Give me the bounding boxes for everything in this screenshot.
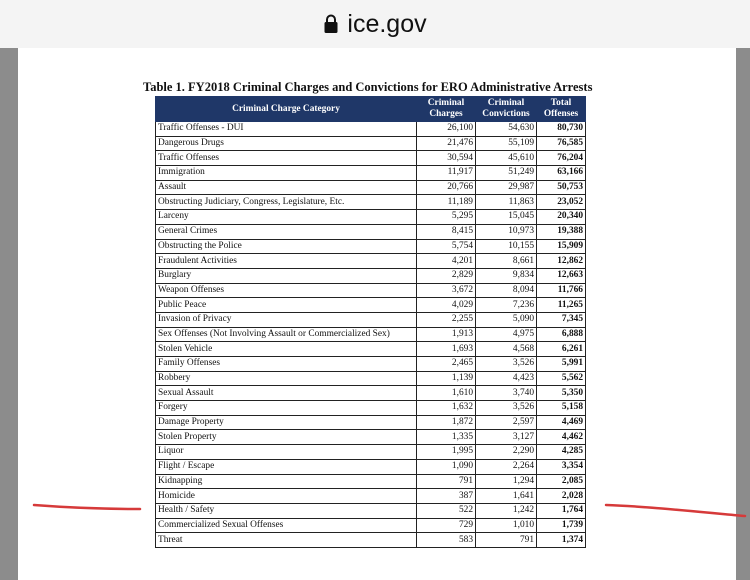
table-row	[156, 166, 586, 181]
row-convictions: 1,010	[476, 518, 537, 533]
row-convictions: 2,264	[476, 459, 537, 474]
table-row	[156, 459, 586, 474]
row-charges: 2,829	[417, 268, 476, 283]
row-category: Traffic Offenses - DUI	[156, 122, 417, 137]
row-category: Sexual Assault	[156, 386, 417, 401]
header-charges-line2: Charges	[429, 109, 463, 119]
row-total: 4,469	[537, 415, 586, 430]
table-row	[156, 415, 586, 430]
row-total: 23,052	[537, 195, 586, 210]
header-convictions-line1: Criminal	[487, 98, 525, 108]
row-convictions: 8,094	[476, 283, 537, 298]
row-charges: 20,766	[417, 180, 476, 195]
row-category: Fraudulent Activities	[156, 254, 417, 269]
table-row	[156, 298, 586, 313]
row-convictions: 791	[476, 533, 537, 548]
row-category: Invasion of Privacy	[156, 312, 417, 327]
row-category: Sex Offenses (Not Involving Assault or Commercialized Sex)	[156, 327, 417, 342]
table-row	[156, 151, 586, 166]
row-total: 12,862	[537, 254, 586, 269]
row-total: 11,265	[537, 298, 586, 313]
row-charges: 1,872	[417, 415, 476, 430]
row-total: 4,285	[537, 445, 586, 460]
header-total-line2: Offenses	[543, 109, 579, 119]
row-convictions: 4,975	[476, 327, 537, 342]
row-charges: 5,295	[417, 210, 476, 225]
row-category: Liquor	[156, 445, 417, 460]
row-charges: 1,335	[417, 430, 476, 445]
row-convictions: 2,597	[476, 415, 537, 430]
row-category: Immigration	[156, 166, 417, 181]
row-category: Obstructing the Police	[156, 239, 417, 254]
table-row	[156, 445, 586, 460]
row-charges: 30,594	[417, 151, 476, 166]
row-category: Traffic Offenses	[156, 151, 417, 166]
row-convictions: 45,610	[476, 151, 537, 166]
row-total: 80,730	[537, 122, 586, 137]
row-convictions: 3,740	[476, 386, 537, 401]
row-convictions: 11,863	[476, 195, 537, 210]
row-category: Stolen Property	[156, 430, 417, 445]
row-category: Forgery	[156, 401, 417, 416]
row-charges: 1,913	[417, 327, 476, 342]
lock-icon	[323, 14, 339, 34]
table-row	[156, 283, 586, 298]
row-charges: 26,100	[417, 122, 476, 137]
row-total: 50,753	[537, 180, 586, 195]
row-total: 2,028	[537, 489, 586, 504]
table-row	[156, 503, 586, 518]
url-display[interactable]	[323, 10, 426, 39]
row-category: General Crimes	[156, 224, 417, 239]
row-total: 7,345	[537, 312, 586, 327]
row-total: 1,764	[537, 503, 586, 518]
row-convictions: 1,641	[476, 489, 537, 504]
row-category: Obstructing Judiciary, Congress, Legislature, Etc.	[156, 195, 417, 210]
row-charges: 791	[417, 474, 476, 489]
row-charges: 729	[417, 518, 476, 533]
row-charges: 1,610	[417, 386, 476, 401]
table-row	[156, 386, 586, 401]
row-convictions: 7,236	[476, 298, 537, 313]
row-charges: 4,201	[417, 254, 476, 269]
header-charges-line1: Criminal	[427, 98, 465, 108]
table-row	[156, 401, 586, 416]
header-convictions	[476, 97, 537, 122]
row-charges: 8,415	[417, 224, 476, 239]
row-total: 6,261	[537, 342, 586, 357]
row-category: Weapon Offenses	[156, 283, 417, 298]
table-row	[156, 371, 586, 386]
row-convictions: 4,423	[476, 371, 537, 386]
row-total: 15,909	[537, 239, 586, 254]
row-category: Larceny	[156, 210, 417, 225]
row-charges: 2,255	[417, 312, 476, 327]
row-convictions: 55,109	[476, 136, 537, 151]
table-row	[156, 122, 586, 137]
browser-address-bar[interactable]	[0, 0, 750, 48]
row-charges: 1,090	[417, 459, 476, 474]
table-row	[156, 239, 586, 254]
row-convictions: 4,568	[476, 342, 537, 357]
row-category: Assault	[156, 180, 417, 195]
row-convictions: 29,987	[476, 180, 537, 195]
table-header-row	[156, 97, 586, 122]
row-charges: 2,465	[417, 357, 476, 372]
header-convictions-line2: Convictions	[482, 109, 530, 119]
header-total	[537, 97, 586, 122]
row-charges: 583	[417, 533, 476, 548]
table-row	[156, 474, 586, 489]
table-row	[156, 180, 586, 195]
table-row	[156, 357, 586, 372]
table-row	[156, 268, 586, 283]
row-charges: 387	[417, 489, 476, 504]
row-total: 20,340	[537, 210, 586, 225]
row-total: 11,766	[537, 283, 586, 298]
row-convictions: 3,127	[476, 430, 537, 445]
row-convictions: 51,249	[476, 166, 537, 181]
row-category: Stolen Vehicle	[156, 342, 417, 357]
row-charges: 3,672	[417, 283, 476, 298]
criminal-charges-table	[155, 96, 586, 548]
row-convictions: 1,294	[476, 474, 537, 489]
row-category: Damage Property	[156, 415, 417, 430]
row-convictions: 3,526	[476, 401, 537, 416]
row-total: 1,739	[537, 518, 586, 533]
row-convictions: 9,834	[476, 268, 537, 283]
row-category: Family Offenses	[156, 357, 417, 372]
row-convictions: 5,090	[476, 312, 537, 327]
row-charges: 1,139	[417, 371, 476, 386]
table-title: Table 1. FY2018 Criminal Charges and Convictions for ERO Administrative Arrests	[143, 80, 593, 94]
row-total: 12,663	[537, 268, 586, 283]
row-total: 63,166	[537, 166, 586, 181]
page-gutter-right	[736, 48, 750, 580]
row-total: 2,085	[537, 474, 586, 489]
row-convictions: 10,973	[476, 224, 537, 239]
row-charges: 522	[417, 503, 476, 518]
row-convictions: 15,045	[476, 210, 537, 225]
row-category: Kidnapping	[156, 474, 417, 489]
url-text: ice.gov	[347, 9, 427, 38]
row-category: Dangerous Drugs	[156, 136, 417, 151]
table-row	[156, 342, 586, 357]
row-total: 6,888	[537, 327, 586, 342]
header-charges	[417, 97, 476, 122]
row-category: Homicide	[156, 489, 417, 504]
row-category: Threat	[156, 533, 417, 548]
header-category: Criminal Charge Category	[156, 97, 417, 122]
row-category: Flight / Escape	[156, 459, 417, 474]
table-row	[156, 195, 586, 210]
table-row	[156, 518, 586, 533]
row-convictions: 1,242	[476, 503, 537, 518]
row-total: 5,158	[537, 401, 586, 416]
row-category: Health / Safety	[156, 503, 417, 518]
row-total: 19,388	[537, 224, 586, 239]
row-category: Commercialized Sexual Offenses	[156, 518, 417, 533]
row-charges: 1,632	[417, 401, 476, 416]
row-convictions: 3,526	[476, 357, 537, 372]
row-total: 5,562	[537, 371, 586, 386]
row-charges: 21,476	[417, 136, 476, 151]
row-total: 76,204	[537, 151, 586, 166]
row-convictions: 2,290	[476, 445, 537, 460]
row-convictions: 8,661	[476, 254, 537, 269]
row-charges: 11,189	[417, 195, 476, 210]
row-category: Robbery	[156, 371, 417, 386]
table-row	[156, 489, 586, 504]
row-total: 4,462	[537, 430, 586, 445]
header-total-line1: Total	[550, 98, 572, 108]
table-row	[156, 327, 586, 342]
row-total: 5,350	[537, 386, 586, 401]
table-row	[156, 533, 586, 548]
table-row	[156, 254, 586, 269]
row-category: Public Peace	[156, 298, 417, 313]
table-row	[156, 312, 586, 327]
row-charges: 1,693	[417, 342, 476, 357]
row-total: 5,991	[537, 357, 586, 372]
row-convictions: 54,630	[476, 122, 537, 137]
row-total: 3,354	[537, 459, 586, 474]
table-row	[156, 430, 586, 445]
row-category: Burglary	[156, 268, 417, 283]
row-convictions: 10,155	[476, 239, 537, 254]
row-charges: 5,754	[417, 239, 476, 254]
table-row	[156, 210, 586, 225]
table-row	[156, 224, 586, 239]
row-charges: 11,917	[417, 166, 476, 181]
table-row	[156, 136, 586, 151]
page-gutter-left	[0, 48, 18, 580]
row-charges: 1,995	[417, 445, 476, 460]
row-charges: 4,029	[417, 298, 476, 313]
row-total: 76,585	[537, 136, 586, 151]
row-total: 1,374	[537, 533, 586, 548]
